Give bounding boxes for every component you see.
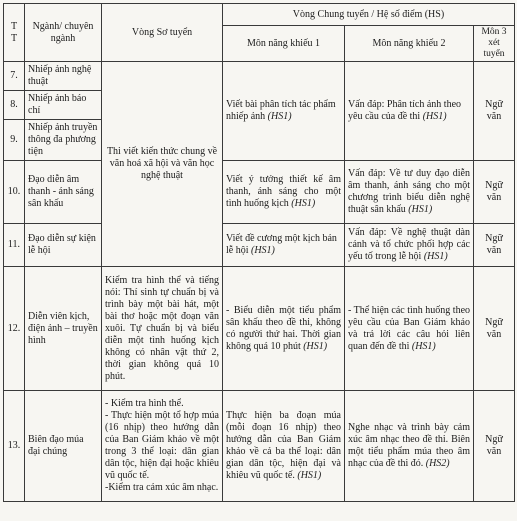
mon-1-text: Thực hiện ba đoạn múa (mỗi đoạn 16 nhịp) theo hướng dẫn của Ban Giám khảo về cả ba thể loại: dân gian dân tộc, hiện đại và khiêu vũ quốc tế. xyxy=(226,410,341,481)
row-nganh: Nhiếp ảnh truyền thông đa phương tiện xyxy=(25,120,102,161)
row-nganh: Đạo diễn sự kiện lễ hội xyxy=(25,224,102,267)
row-nganh: Biên đạo múa đại chúng xyxy=(25,391,102,502)
row-so-tuyen xyxy=(102,391,223,502)
mon-2-text: - Thể hiện các tình huống theo yêu cầu của Ban Giám khảo và trả lời các câu hỏi liên quan đến đề thi xyxy=(348,304,471,352)
mon-1-hs: (HS1) xyxy=(297,470,322,481)
header-vong-chung-tuyen: Vòng Chung tuyển / Hệ số điểm (HS) xyxy=(223,4,515,26)
table-row xyxy=(4,267,515,391)
mon-1-hs: (HS1) xyxy=(291,198,316,209)
mon-1-text: - Biểu diễn một tiểu phẩm sân khấu theo đề thi, không có người thứ hai. Thời gian không quá 10 phút xyxy=(226,304,341,352)
header-vong-so-tuyen: Vòng Sơ tuyển xyxy=(102,4,223,62)
header-mon-1: Môn năng khiếu 1 xyxy=(223,26,345,62)
row-mon-2 xyxy=(345,224,474,267)
mon-2-hs: (HS1) xyxy=(422,111,447,122)
mon-2-hs: (HS2) xyxy=(425,458,450,469)
mon-1-text: Viết ý tưởng thiết kế âm thanh, ánh sáng cho một tình huống kịch xyxy=(226,174,341,209)
row-stt: 7. xyxy=(4,62,25,91)
row-mon-3: Ngữ văn xyxy=(474,224,515,267)
table-row xyxy=(4,391,515,502)
row-stt: 9. xyxy=(4,120,25,161)
mon-2-text: Vấn đáp: Về tư duy đạo diễn âm thanh, ánh sáng cho một chương trình biểu diễn nghệ thuật sân khấu xyxy=(348,168,470,215)
row-mon-2 xyxy=(345,267,474,391)
table-row xyxy=(4,161,515,224)
row-nganh: Diễn viên kịch, điện ảnh – truyền hình xyxy=(25,267,102,391)
mon-1-hs: (HS1) xyxy=(267,111,292,122)
header-stt: T T xyxy=(4,4,25,62)
row-mon-3: Ngữ văn xyxy=(474,161,515,224)
row-mon-3: Ngữ văn xyxy=(474,391,515,502)
row-stt: 10. xyxy=(4,161,25,224)
mon-2-hs: (HS1) xyxy=(411,340,436,352)
mon-1-hs: (HS1) xyxy=(303,340,328,352)
row-so-tuyen: Kiểm tra hình thể và tiếng nói: Thí sinh tự chuẩn bị và trình bày một bài hát, một bài thơ hoặc một đoạn văn xuôi. Tự chuẩn bị và biểu diễn một tình huống kịch không có nhân vật thứ 2, thời gian không quá 10 phút. xyxy=(102,267,223,391)
so-tuyen-line: - Kiểm tra hình thể. xyxy=(105,398,184,409)
row-mon-1 xyxy=(223,391,345,502)
row-mon-3: Ngữ văn xyxy=(474,267,515,391)
header-mon-2: Môn năng khiếu 2 xyxy=(345,26,474,62)
header-nganh: Ngành/ chuyên ngành xyxy=(25,4,102,62)
table-row xyxy=(4,62,515,91)
shared-so-tuyen: Thi viết kiến thức chung về văn hoá xã hội và văn học nghệ thuật xyxy=(102,62,223,267)
mon-2-text: Vấn đáp: Phân tích ảnh theo yêu cầu của đề thi xyxy=(348,99,462,122)
header-mon-3: Môn 3 xét tuyển xyxy=(474,26,515,62)
mon-1-hs: (HS1) xyxy=(251,245,275,256)
row-mon-3: Ngữ văn xyxy=(474,62,515,161)
row-nganh: Đạo diễn âm thanh - ánh sáng sân khấu xyxy=(25,161,102,224)
row-mon-2 xyxy=(345,62,474,161)
row-nganh: Nhiếp ảnh báo chí xyxy=(25,91,102,120)
row-mon-1 xyxy=(223,267,345,391)
table-row xyxy=(4,224,515,267)
row-stt: 11. xyxy=(4,224,25,267)
admission-table xyxy=(3,3,515,502)
row-mon-1 xyxy=(223,224,345,267)
row-mon-2 xyxy=(345,161,474,224)
row-stt: 13. xyxy=(4,391,25,502)
so-tuyen-line: -Kiểm tra cảm xúc âm nhạc. xyxy=(105,482,219,493)
row-stt: 12. xyxy=(4,267,25,391)
row-nganh: Nhiếp ảnh nghệ thuật xyxy=(25,62,102,91)
row-mon-1 xyxy=(223,62,345,161)
mon-2-text: Vấn đáp: Về nghệ thuật dàn cảnh và tổ chức phối hợp các yếu tố trong lễ hội xyxy=(348,227,470,262)
mon-1-text: Viết đề cương một kịch bản lễ hội xyxy=(226,233,337,256)
row-stt: 8. xyxy=(4,91,25,120)
row-mon-1 xyxy=(223,161,345,224)
so-tuyen-line: - Thực hiện một tổ hợp múa (16 nhịp) theo hướng dẫn của Ban Giám khảo về một trong 3 thể loại: dân gian dân tộc, hiện đại hoặc khiêu vũ quốc tế. xyxy=(105,410,219,481)
header-row-1 xyxy=(4,4,515,26)
mon-2-hs: (HS1) xyxy=(423,251,448,262)
mon-1-text: Viết bài phân tích tác phẩm nhiếp ảnh xyxy=(226,99,336,122)
mon-2-hs: (HS1) xyxy=(408,204,433,215)
row-mon-2 xyxy=(345,391,474,502)
mon-2-text: Nghe nhạc và trình bày cảm xúc âm nhạc theo đề thi. Biên một tiểu phẩm múa theo âm nhạc của đề thi đó. xyxy=(348,422,470,469)
